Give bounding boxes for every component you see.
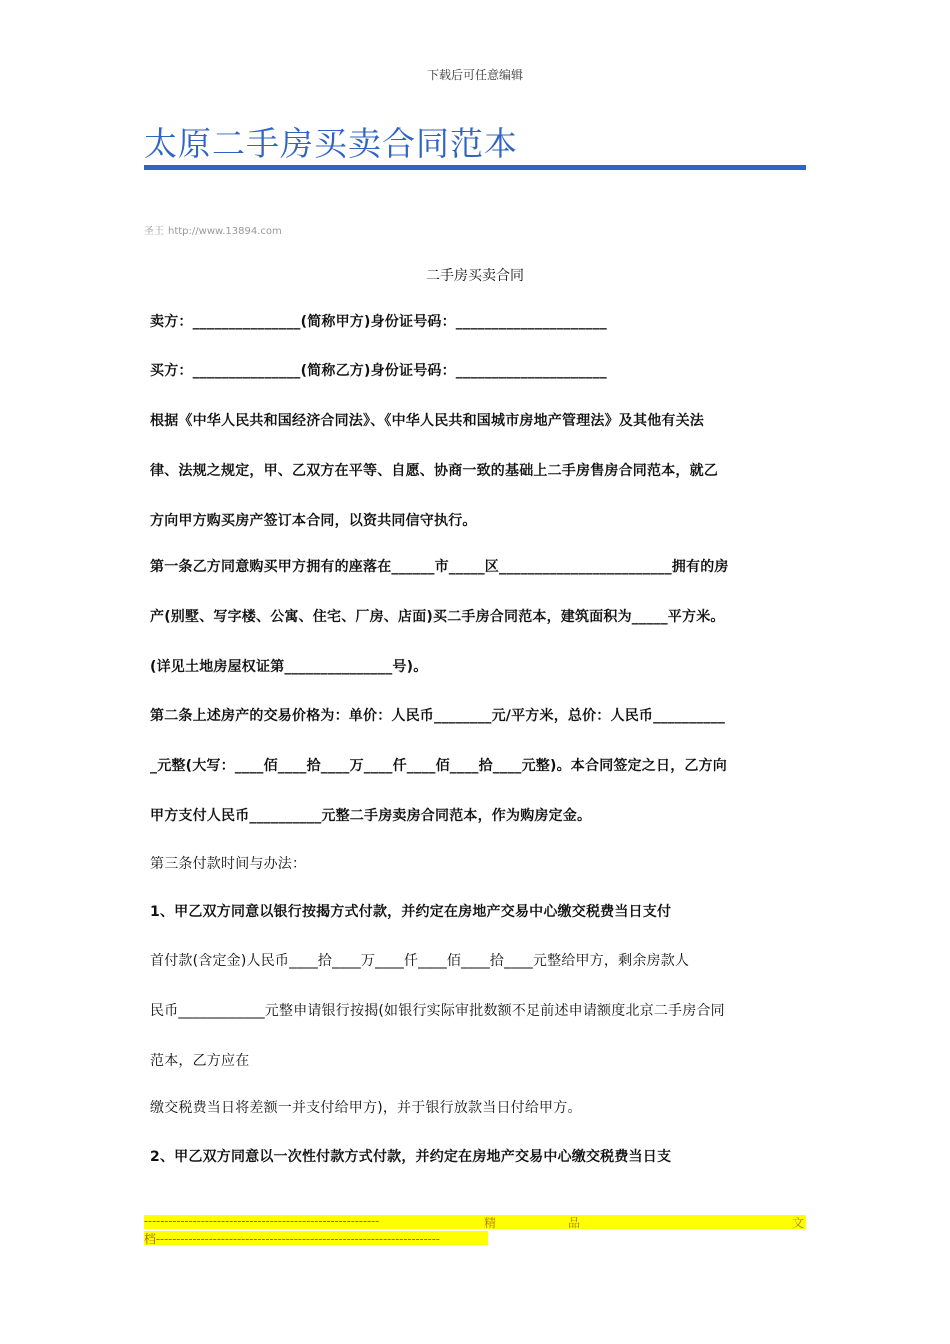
article-1-line: (详见土地房屋权证第_______________号)。 <box>150 659 428 675</box>
paragraph-line: 律、法规之规定，甲、乙双方在平等、自愿、协商一致的基础上二手房售房合同范本，就乙 <box>150 463 718 479</box>
clause-1-line: 缴交税费当日将差额一并支付给甲方)，并于银行放款当日付给甲方。 <box>150 1100 582 1116</box>
page-title: 太原二手房买卖合同范本 <box>144 124 518 163</box>
article-2-line: 甲方支付人民币__________元整二手房卖房合同范本，作为购房定金。 <box>150 808 592 824</box>
clause-1-line: 民币____________元整申请银行按揭(如银行实际审批数额不足前述申请额度北京二手房合同 <box>150 1003 725 1019</box>
footer-banner-line2 <box>144 1231 488 1245</box>
clause-2-line: 2、甲乙双方同意以一次性付款方式付款，并约定在房地产交易中心缴交税费当日支 <box>150 1149 672 1165</box>
clause-1-line: 范本，乙方应在 <box>150 1053 250 1069</box>
source-line <box>144 222 286 237</box>
footer-dashes: 档---------------------------------------------------------------------- <box>144 1232 440 1245</box>
clause-1-line: 首付款(含定金)人民币____拾____万____仟____佰____拾____元整给甲方，剩余房款人 <box>150 953 690 969</box>
source-url[interactable]: http://www.13894.com <box>168 226 282 237</box>
seller-line: 卖方：_______________(简称甲方)身份证号码：_____________________ <box>150 314 607 330</box>
buyer-line: 买方：_______________(简称乙方)身份证号码：_____________________ <box>150 363 607 379</box>
clause-1-line: 1、甲乙双方同意以银行按揭方式付款，并约定在房地产交易中心缴交税费当日支付 <box>150 904 672 920</box>
title-underline <box>144 165 806 170</box>
article-1-line: 第一条乙方同意购买甲方拥有的座落在______市_____区________________________拥有的房 <box>150 559 729 575</box>
article-2-line: _元整(大写：____佰____拾____万____仟____佰____拾____元整)。本合同签定之日，乙方向 <box>150 758 727 774</box>
footer-banner <box>144 1215 806 1229</box>
footer-char: 品 <box>568 1216 581 1229</box>
article-3-line: 第三条付款时间与办法： <box>150 856 307 872</box>
footer-dashes: ---------------------------------------------------------- <box>144 1215 380 1228</box>
footer-char: 文 <box>791 1216 804 1229</box>
paragraph-line: 方向甲方购买房产签订本合同，以资共同信守执行。 <box>150 513 477 529</box>
paragraph-line: 根据《中华人民共和国经济合同法》、《中华人民共和国城市房地产管理法》及其他有关法 <box>150 413 704 429</box>
source-name: 圣王 <box>144 226 164 237</box>
article-1-line: 产(别墅、写字楼、公寓、住宅、厂房、店面)买二手房合同范本，建筑面积为_____平方米。 <box>150 609 725 625</box>
footer-char: 精 <box>484 1216 497 1229</box>
contract-heading: 二手房买卖合同 <box>426 268 524 284</box>
article-2-line: 第二条上述房产的交易价格为：单价：人民币________元/平方米，总价：人民币__________ <box>150 708 726 724</box>
header-note: 下载后可任意编辑 <box>426 68 523 82</box>
